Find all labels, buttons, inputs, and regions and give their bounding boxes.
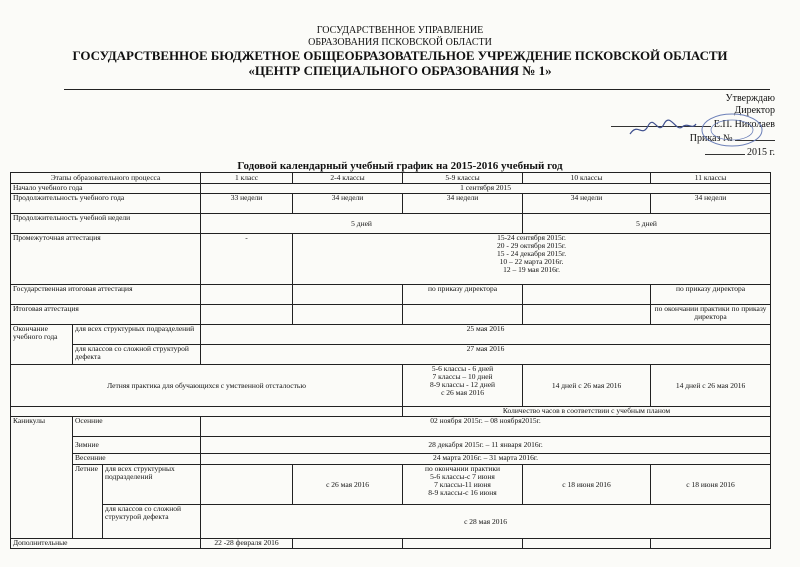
interim-label: Промежуточная аттестация — [11, 234, 201, 285]
duration-year-label: Продолжительность учебного года — [11, 194, 201, 214]
summer-practice-label: Летняя практика для обучающихся с умственной отсталостью — [11, 365, 403, 407]
summer-all-11: с 18 июня 2016 — [651, 465, 771, 505]
header-grade-5-9: 5-9 классы — [403, 173, 523, 184]
duration-week-a: 5 дней — [201, 214, 523, 234]
approval-approved: Утверждаю — [725, 93, 775, 104]
summer-line-2: 5-6 классы-с 7 июня — [430, 472, 495, 481]
summer-all-label: для всех структурных подразделений — [103, 465, 201, 505]
end-all-value: 25 мая 2016 — [201, 325, 771, 345]
interim-date-1: 15-24 сентября 2015г. — [497, 233, 566, 242]
header-rule — [64, 89, 770, 90]
summer-complex-value: с 28 мая 2016 — [201, 505, 771, 539]
header-grade-11: 11 классы — [651, 173, 771, 184]
autumn-label: Осенние — [73, 417, 201, 437]
approval-order: Приказ № — [689, 133, 733, 144]
header-grade-1: 1 класс — [201, 173, 293, 184]
summer-all-10: с 18 июня 2016 — [523, 465, 651, 505]
state-att-5-9: по приказу директора — [403, 285, 523, 305]
state-att-11: по приказу директора — [651, 285, 771, 305]
duration-week-label: Продолжительность учебной недели — [11, 214, 201, 234]
sp-line-4: с 26 мая 2016 — [441, 388, 484, 397]
duration-week-b: 5 дней — [523, 214, 771, 234]
header-org-short: «ЦЕНТР СПЕЦИАЛЬНОГО ОБРАЗОВАНИЯ № 1» — [248, 63, 552, 78]
header-stage: Этапы образовательного процесса — [11, 173, 201, 184]
additional-value: 22 -28 февраля 2016 — [201, 539, 293, 549]
summer-line-3: 7 классы-11 июня — [434, 480, 491, 489]
header-grade-2-4: 2-4 классы — [293, 173, 403, 184]
table-header-row — [11, 173, 771, 184]
spring-value: 24 марта 2016г. – 31 марта 2016г. — [201, 454, 771, 465]
summer-all-2-4: с 26 мая 2016 — [293, 465, 403, 505]
header-line-1: ГОСУДАРСТВЕННОЕ УПРАВЛЕНИЕ — [316, 25, 484, 36]
additional-label: Дополнительные — [11, 539, 201, 549]
duration-year-5: 34 недели — [651, 194, 771, 214]
summer-practice-11: 14 дней с 26 мая 2016 — [651, 365, 771, 407]
holidays-label: Каникулы — [11, 417, 73, 539]
state-att-label: Государственная итоговая аттестация — [11, 285, 201, 305]
end-complex-value: 27 мая 2016 — [201, 345, 771, 365]
summer-line-4: 8-9 классы-с 16 июня — [428, 488, 497, 497]
header-grade-10: 10 классы — [523, 173, 651, 184]
winter-label: Зимние — [73, 437, 201, 454]
interim-date-3: 15 - 24 декабря 2015г. — [496, 249, 567, 258]
end-label: Окончание учебного года — [11, 325, 73, 365]
start-label: Начало учебного года — [11, 184, 201, 194]
winter-value: 28 декабря 2015г. – 11 января 2016г. — [201, 437, 771, 454]
sp-line-3: 8-9 классы - 12 дней — [429, 380, 496, 389]
table-row-additional — [11, 539, 771, 549]
duration-year-4: 34 недели — [523, 194, 651, 214]
duration-year-2: 34 недели — [293, 194, 403, 214]
final-att-label: Итоговая аттестация — [11, 305, 201, 325]
table-row-summer-complex — [11, 505, 771, 539]
table-row-duration-year — [11, 194, 771, 214]
header-org-name: ГОСУДАРСТВЕННОЕ БЮДЖЕТНОЕ ОБЩЕОБРАЗОВАТЕЛЬНОЕ УЧРЕЖДЕНИЕ ПСКОВСКОЙ ОБЛАСТИ — [72, 48, 728, 63]
interim-date-4: 10 – 22 марта 2016г. — [499, 257, 564, 266]
interim-dates — [293, 234, 771, 285]
summer-complex-label: для классов со сложной структурой дефекта — [103, 505, 201, 539]
summer-practice-10: 14 дней с 26 мая 2016 — [523, 365, 651, 407]
spring-label: Весенние — [73, 454, 201, 465]
sp-line-2: 7 классы – 10 дней — [432, 372, 493, 381]
summer-label: Летние — [73, 465, 103, 539]
table-row-summer-practice — [11, 365, 771, 407]
table-row-winter — [11, 437, 771, 454]
signature-icon — [628, 118, 698, 140]
table-row-spring — [11, 454, 771, 465]
table-row-start — [11, 184, 771, 194]
header-line-2: ОБРАЗОВАНИЯ ПСКОВСКОЙ ОБЛАСТИ — [308, 37, 492, 48]
end-all-label: для всех структурных подразделений — [73, 325, 201, 345]
interim-date-2: 20 - 29 октября 2015г. — [497, 241, 567, 250]
table-row-final-attestation — [11, 305, 771, 325]
duration-year-1: 33 недели — [201, 194, 293, 214]
start-value: 1 сентября 2015 — [201, 184, 771, 194]
table-row-hours-note — [11, 407, 771, 417]
table-row-end-complex — [11, 345, 771, 365]
summer-line-1: по окончании практики — [425, 464, 501, 473]
sp-line-1: 5-6 классы - 6 дней — [431, 364, 494, 373]
table-row-interim — [11, 234, 771, 285]
table-row-state-attestation — [11, 285, 771, 305]
table-row-summer-all — [11, 465, 771, 505]
hours-note: Количество часов в соответствии с учебным планом — [403, 407, 771, 417]
autumn-value: 02 ноября 2015г. – 08 ноября2015г. — [201, 417, 771, 437]
schedule-table — [10, 172, 771, 549]
end-complex-label: для классов со сложной структурой дефекта — [73, 345, 201, 365]
interim-date-5: 12 – 19 мая 2016г. — [503, 265, 560, 274]
table-row-autumn — [11, 417, 771, 437]
final-att-11: по окончании практики по приказу директора — [651, 305, 771, 325]
duration-year-3: 34 недели — [403, 194, 523, 214]
approval-name: Е.П. Николаев — [713, 119, 775, 130]
approval-year: 2015 г. — [747, 147, 775, 158]
summer-practice-5-9 — [403, 365, 523, 407]
table-row-duration-week — [11, 214, 771, 234]
interim-grade-1: - — [201, 234, 293, 285]
document-title: Годовой календарный учебный график на 2015-2016 учебный год — [237, 160, 563, 172]
approval-director: Директор — [734, 105, 775, 116]
table-row-end-all — [11, 325, 771, 345]
summer-all-5-9 — [403, 465, 523, 505]
stamp-icon — [700, 112, 764, 148]
